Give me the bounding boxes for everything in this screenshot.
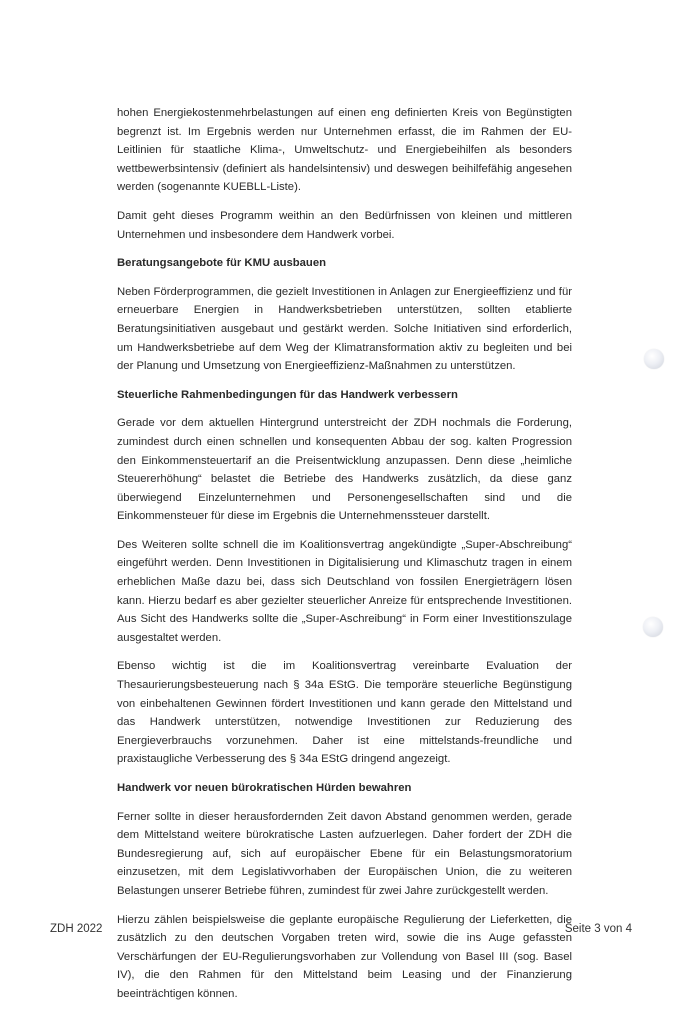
document-body — [117, 104, 572, 1014]
punch-hole-upper — [644, 349, 664, 369]
paragraph-consulting: Neben Förderprogrammen, die gezielt Investitionen in Anlagen zur Energieeffizienz und für erneuerbare Energien in Handwerksbetrieben unterstützen, sollten etablierte Beratungsinitiativen ausgebaut und gestärkt werden. Solche Initiativen sind erforderlich, um Handwerksbetriebe auf dem Weg der Klimatransformation aktiv zu begleiten und bei der Planung und Umsetzung von Energieeffizienz-Maßnahmen zu unterstützen. — [117, 285, 572, 373]
heading-bureaucracy: Handwerk vor neuen bürokratischen Hürden bewahren — [117, 782, 412, 794]
heading-consulting: Beratungsangebote für KMU ausbauen — [117, 257, 327, 270]
punch-hole-lower — [643, 617, 663, 637]
paragraph-eu-regulation: Hierzu zählen beispielsweise die geplante europäische Regulierung der Lieferketten, die zusätzlich zu den deutschen Vorgaben treten wird, sowie die ins Auge gefassten Verschärfungen der EU-Regulierungsvorhaben zur Vollendung von Basel III (sog. Basel IV), die den Rahmen für den Mittelstand beim Leasing und der Finanzierung beeinträchtigen können. — [117, 913, 572, 1000]
heading-tax-framework: Steuerliche Rahmenbedingungen für das Handwerk verbessern — [117, 388, 458, 401]
paragraph-moratorium: Ferner sollte in dieser herausfordernden Zeit davon Abstand genommen werden, gerade dem Mittelstand weitere bürokratische Lasten aufzuerlegen. Daher fordert der ZDH die Bundesregierung auf, sich auf europäischer Ebene für ein Belastungsmoratorium einzusetzen, mit dem Legislativvorhaben der Europäischen Union, die zu weiteren Belastungen unserer Betriebe führen, zumindest für zwei Jahre zurückgestellt werden. — [117, 810, 572, 897]
footer-page-number: Seite 3 von 4 — [564, 923, 632, 935]
paragraph-retained-earnings: Ebenso wichtig ist die im Koalitionsvertrag vereinbarte Evaluation der Thesaurierungsbesteuerung nach § 34a EStG. Die temporäre steuerliche Begünstigung von einbehaltenen Gewinnen fördert Investitionen und kann gerade den Mittelstand und das Handwerk unterstützen, notwendige Investitionen zur Reduzierung des Energieverbrauchs vorzunehmen. Daher ist eine mittelstands-freundliche und praxistaugliche Verbesserung des § 34a EStG dringend angezeigt. — [117, 660, 572, 766]
paragraph-program-needs: Damit geht dieses Programm weithin an den Bedürfnissen von kleinen und mittleren Unternehmen und insbesondere dem Handwerk vorbei. — [117, 209, 572, 241]
paragraph-cold-progression: Gerade vor dem aktuellen Hintergrund unterstreicht der ZDH nochmals die Forderung, zumindest durch einen schnellen und konsequenten Abbau der sog. kalten Progression den Einkommensteuertarif an die Preisentwicklung anzupassen. Denn diese „heimliche Steuererhöhung“ belastet die Betriebe des Handwerks zusätzlich, da diese ganz überwiegend Einzelunternehmen und Personengesellschaften sind und die Einkommensteuer für diese im Ergebnis die Unternehmenssteuer darstellt. — [117, 417, 572, 523]
paragraph-energy-costs: hohen Energiekostenmehrbelastungen auf einen eng definierten Kreis von Begünstigten begrenzt ist. Im Ergebnis werden nur Unternehmen erfasst, die im Rahmen der EU-Leitlinien für staatliche Klima-, Umweltschutz- und Energiebeihilfen als besonders wettbewerbsintensiv (definiert als handelsintensiv) und deswegen beihilfefähig angesehen werden (sogenannte KUEBLL-Liste). — [117, 107, 572, 194]
paragraph-super-depreciation: Des Weiteren sollte schnell die im Koalitionsvertrag angekündigte „Super-Abschreibung“ eingeführt werden. Denn Investitionen in Digitalisierung und Klimaschutz tragen in einem erheblichen Maße dazu bei, dass sich Deutschland von fossilen Energieträgern lösen kann. Hierzu bedarf es aber gezielter steuerlicher Anreize für entsprechende Investitionen. Aus Sicht des Handwerks sollte die „Super-Aschreibung“ in Form einer Investitionszulage ausgestaltet werden. — [117, 538, 572, 644]
footer-org-year: ZDH 2022 — [50, 923, 103, 935]
